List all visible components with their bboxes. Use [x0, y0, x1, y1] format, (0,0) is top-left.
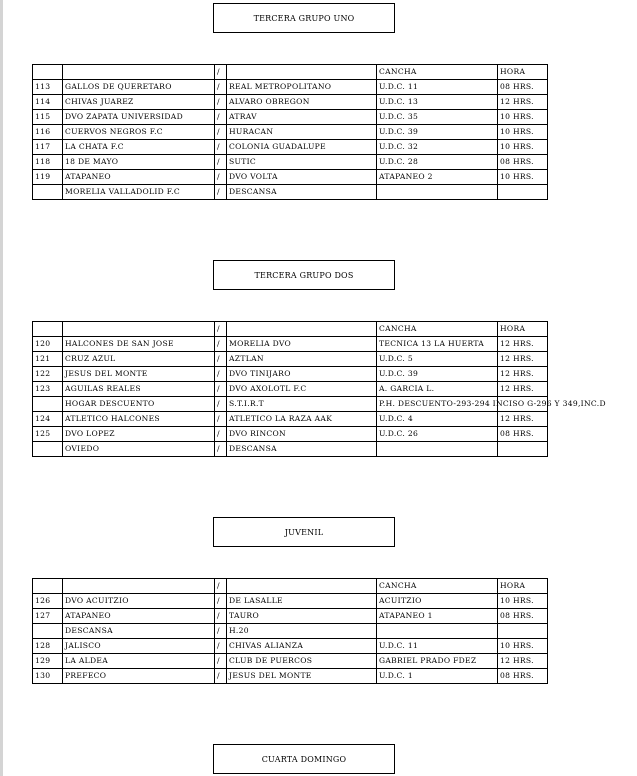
cell-field: ATAPANEO 1 [377, 609, 498, 624]
cell-away: AZTLAN [227, 352, 377, 367]
cell-num: 117 [33, 140, 63, 155]
cell-time: 10 HRS. [498, 125, 548, 140]
fixture-rows [33, 65, 548, 200]
cell-away: S.T.I.R.T [227, 397, 377, 412]
cell-time: 08 HRS. [498, 427, 548, 442]
column-header-home [63, 65, 215, 80]
section-title-tercera-dos: TERCERA GRUPO DOS [213, 260, 395, 290]
cell-sep: / [215, 352, 227, 367]
table-row [33, 594, 548, 609]
cell-away: CLUB DE PUERCOS [227, 654, 377, 669]
header-row [33, 322, 548, 337]
cell-home: LA CHATA F.C [63, 140, 215, 155]
table-row [33, 669, 548, 684]
cell-time: 10 HRS. [498, 594, 548, 609]
cell-sep: / [215, 442, 227, 457]
fixture-table-tercera-uno [32, 64, 548, 200]
cell-sep: / [215, 80, 227, 95]
fixture-rows [33, 322, 606, 457]
cell-field: GABRIEL PRADO FDEZ [377, 654, 498, 669]
cell-time [498, 442, 548, 457]
cell-num: 129 [33, 654, 63, 669]
cell-field: P.H. DESCUENTO-293-294 INCISO G-296 Y 349,INC.D [377, 397, 498, 412]
table-row [33, 352, 548, 367]
table-row [33, 442, 548, 457]
cell-field: U.D.C. 39 [377, 367, 498, 382]
cell-away: H.20 [227, 624, 377, 639]
cell-num: 113 [33, 80, 63, 95]
cell-time: 10 HRS. [498, 140, 548, 155]
cell-field: U.D.C. 1 [377, 669, 498, 684]
cell-sep: / [215, 427, 227, 442]
column-header-field: CANCHA [377, 322, 498, 337]
cell-away: TAURO [227, 609, 377, 624]
cell-field [377, 442, 498, 457]
cell-num: 130 [33, 669, 63, 684]
cell-num [33, 185, 63, 200]
cell-away: REAL METROPOLITANO [227, 80, 377, 95]
cell-home: DVO ZAPATA UNIVERSIDAD [63, 110, 215, 125]
cell-away: ATLETICO LA RAZA AAK [227, 412, 377, 427]
cell-time: 08 HRS. [498, 80, 548, 95]
cell-time: 10 HRS. [498, 170, 548, 185]
cell-field: U.D.C. 4 [377, 412, 498, 427]
cell-time: 12 HRS. [498, 654, 548, 669]
cell-home: DVO ACUITZIO [63, 594, 215, 609]
cell-field: U.D.C. 11 [377, 80, 498, 95]
cell-field: U.D.C. 35 [377, 110, 498, 125]
cell-field: U.D.C. 39 [377, 125, 498, 140]
cell-away: DESCANSA [227, 442, 377, 457]
cell-sep: / [215, 412, 227, 427]
cell-time: 10 HRS. [498, 639, 548, 654]
column-header-num [33, 322, 63, 337]
cell-time: 08 HRS. [498, 609, 548, 624]
cell-away: DESCANSA [227, 185, 377, 200]
table-row [33, 185, 548, 200]
cell-field: U.D.C. 13 [377, 95, 498, 110]
fixture-table-tercera-dos [32, 321, 606, 457]
cell-home: CRUZ AZUL [63, 352, 215, 367]
cell-field: TECNICA 13 LA HUERTA [377, 337, 498, 352]
table-row [33, 125, 548, 140]
cell-field: U.D.C. 5 [377, 352, 498, 367]
section-title-tercera-uno: TERCERA GRUPO UNO [213, 3, 395, 33]
table-row [33, 95, 548, 110]
cell-home: GALLOS DE QUERETARO [63, 80, 215, 95]
cell-home: DESCANSA [63, 624, 215, 639]
cell-away: ALVARO OBREGON [227, 95, 377, 110]
table-row [33, 170, 548, 185]
cell-num [33, 442, 63, 457]
cell-field: U.D.C. 32 [377, 140, 498, 155]
cell-num: 127 [33, 609, 63, 624]
cell-away: SUTIC [227, 155, 377, 170]
table-row [33, 609, 548, 624]
cell-away: DVO TINIJARO [227, 367, 377, 382]
fixture-rows [33, 579, 548, 684]
cell-num: 116 [33, 125, 63, 140]
cell-away: MORELIA DVO [227, 337, 377, 352]
cell-time [498, 624, 548, 639]
cell-num: 128 [33, 639, 63, 654]
header-row [33, 65, 548, 80]
cell-home: HOGAR DESCUENTO [63, 397, 215, 412]
header-row [33, 579, 548, 594]
cell-sep: / [215, 125, 227, 140]
cell-num: 114 [33, 95, 63, 110]
cell-home: MORELIA VALLADOLID F.C [63, 185, 215, 200]
cell-home: OVIEDO [63, 442, 215, 457]
cell-time: 10 HRS. [498, 110, 548, 125]
cell-home: HALCONES DE SAN JOSE [63, 337, 215, 352]
cell-time: 12 HRS. [498, 367, 548, 382]
table-row [33, 110, 548, 125]
cell-away: HURACAN [227, 125, 377, 140]
cell-home: JALISCO [63, 639, 215, 654]
table-row [33, 367, 548, 382]
cell-num: 124 [33, 412, 63, 427]
table-row [33, 80, 548, 95]
cell-away: CHIVAS ALIANZA [227, 639, 377, 654]
column-header-num [33, 65, 63, 80]
table-row [33, 337, 548, 352]
cell-home: DVO LOPEZ [63, 427, 215, 442]
cell-field: A. GARCIA L. [377, 382, 498, 397]
cell-home: 18 DE MAYO [63, 155, 215, 170]
cell-sep: / [215, 609, 227, 624]
cell-num: 119 [33, 170, 63, 185]
column-header-away [227, 579, 377, 594]
cell-time [498, 185, 548, 200]
cell-field: ATAPANEO 2 [377, 170, 498, 185]
cell-sep: / [215, 624, 227, 639]
column-header-field: CANCHA [377, 65, 498, 80]
table-row [33, 412, 548, 427]
table-row [33, 427, 548, 442]
cell-field: U.D.C. 11 [377, 639, 498, 654]
cell-field: U.D.C. 28 [377, 155, 498, 170]
column-header-time: HORA [498, 579, 548, 594]
cell-sep: / [215, 170, 227, 185]
cell-time: 12 HRS. [498, 412, 548, 427]
cell-away: COLONIA GUADALUPE [227, 140, 377, 155]
cell-num: 118 [33, 155, 63, 170]
cell-time: 12 HRS. [498, 352, 548, 367]
cell-sep: / [215, 639, 227, 654]
column-header-time: HORA [498, 322, 548, 337]
cell-home: CHIVAS JUAREZ [63, 95, 215, 110]
cell-home: JESUS DEL MONTE [63, 367, 215, 382]
cell-sep: / [215, 337, 227, 352]
cell-field [377, 624, 498, 639]
cell-sep: / [215, 140, 227, 155]
column-header-away [227, 322, 377, 337]
table-row [33, 140, 548, 155]
cell-field: U.D.C. 26 [377, 427, 498, 442]
cell-time: 08 HRS. [498, 155, 548, 170]
cell-sep: / [215, 382, 227, 397]
cell-num: 125 [33, 427, 63, 442]
cell-sep: / [215, 594, 227, 609]
cell-num: 121 [33, 352, 63, 367]
cell-home: ATAPANEO [63, 170, 215, 185]
cell-time: 08 HRS. [498, 669, 548, 684]
column-header-sep: / [215, 322, 227, 337]
table-row [33, 155, 548, 170]
column-header-sep: / [215, 65, 227, 80]
page-left-edge [0, 0, 3, 776]
section-title-cuarta-domingo: CUARTA DOMINGO [213, 744, 395, 774]
cell-away: ATRAV [227, 110, 377, 125]
table-row [33, 397, 548, 412]
cell-home: ATLETICO HALCONES [63, 412, 215, 427]
column-header-home [63, 579, 215, 594]
column-header-home [63, 322, 215, 337]
cell-sep: / [215, 397, 227, 412]
cell-num: 123 [33, 382, 63, 397]
cell-num: 126 [33, 594, 63, 609]
cell-away: DVO AXOLOTL F.C [227, 382, 377, 397]
cell-sep: / [215, 669, 227, 684]
cell-num [33, 397, 63, 412]
cell-home: PREFECO [63, 669, 215, 684]
table-row [33, 654, 548, 669]
fixture-table-juvenil [32, 578, 548, 684]
cell-away: DE LASALLE [227, 594, 377, 609]
cell-sep: / [215, 185, 227, 200]
cell-sep: / [215, 110, 227, 125]
cell-time: 12 HRS. [498, 382, 548, 397]
table-row [33, 639, 548, 654]
cell-num: 122 [33, 367, 63, 382]
section-title-juvenil: JUVENIL [213, 517, 395, 547]
cell-num: 120 [33, 337, 63, 352]
cell-home: CUERVOS NEGROS F.C [63, 125, 215, 140]
cell-time: 12 HRS. [498, 95, 548, 110]
cell-home: AGUILAS REALES [63, 382, 215, 397]
column-header-sep: / [215, 579, 227, 594]
column-header-field: CANCHA [377, 579, 498, 594]
cell-away: JESUS DEL MONTE [227, 669, 377, 684]
cell-away: DVO VOLTA [227, 170, 377, 185]
column-header-time: HORA [498, 65, 548, 80]
column-header-num [33, 579, 63, 594]
cell-field: ACUITZIO [377, 594, 498, 609]
cell-time: 12 HRS. [498, 337, 548, 352]
cell-sep: / [215, 155, 227, 170]
cell-num [33, 624, 63, 639]
cell-home: LA ALDEA [63, 654, 215, 669]
cell-num: 115 [33, 110, 63, 125]
table-row [33, 382, 548, 397]
cell-sep: / [215, 367, 227, 382]
cell-home: ATAPANEO [63, 609, 215, 624]
column-header-away [227, 65, 377, 80]
cell-sep: / [215, 654, 227, 669]
table-row [33, 624, 548, 639]
cell-away: DVO RINCON [227, 427, 377, 442]
cell-sep: / [215, 95, 227, 110]
cell-field [377, 185, 498, 200]
